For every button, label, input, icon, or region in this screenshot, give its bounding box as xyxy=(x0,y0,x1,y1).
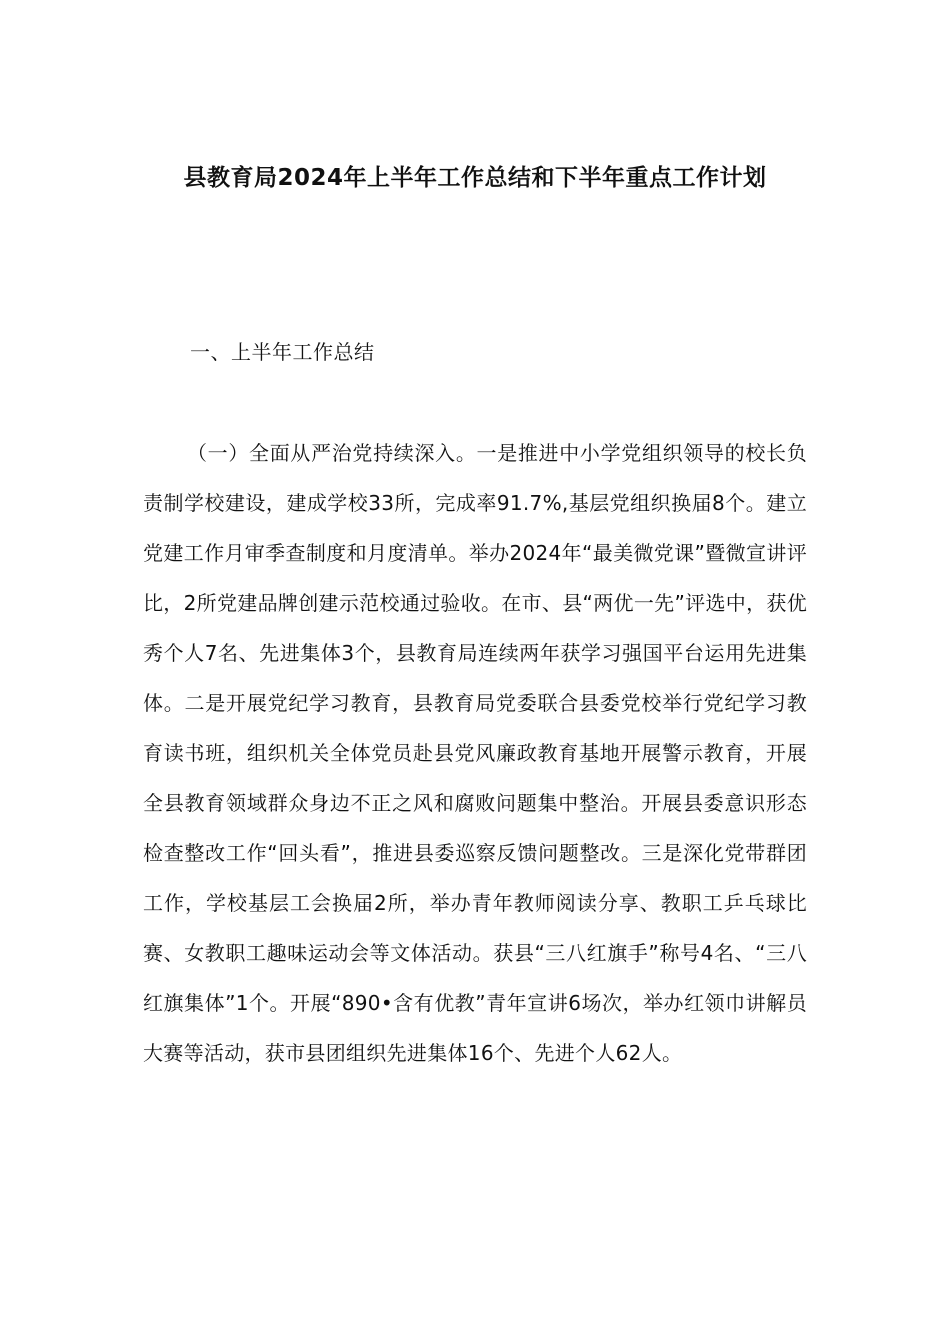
body-paragraph: （一）全面从严治党持续深入。一是推进中小学党组织领导的校长负责制学校建设，建成学校33所，完成率91.7%,基层党组织换届8个。建立党建工作月审季查制度和月度清单。举办2024年“最美微党课”暨微宣讲评比，2所党建品牌创建示范校通过验收。在市、县“两优一先”评选中，获优秀个人7名、先进集体3个，县教育局连续两年获学习强国平台运用先进集体。二是开展党纪学习教育，县教育局党委联合县委党校举行党纪学习教育读书班，组织机关全体党员赴县党风廉政教育基地开展警示教育，开展全县教育领域群众身边不正之风和腐败问题集中整治。开展县委意识形态检查整改工作“回头看”，推进县委巡察反馈问题整改。三是深化党带群团工作，学校基层工会换届2所，举办青年教师阅读分享、教职工乒乓球比赛、女教职工趣味运动会等文体活动。获县“三八红旗手”称号4名、“三八红旗集体”1个。开展“890•含有优教”青年宣讲6场次，举办红领巾讲解员大赛等活动，获市县团组织先进集体16个、先进个人62人。 xyxy=(143,441,807,1065)
section-heading: 一、上半年工作总结 xyxy=(190,340,375,364)
document-title: 县教育局2024年上半年工作总结和下半年重点工作计划 xyxy=(183,165,767,191)
